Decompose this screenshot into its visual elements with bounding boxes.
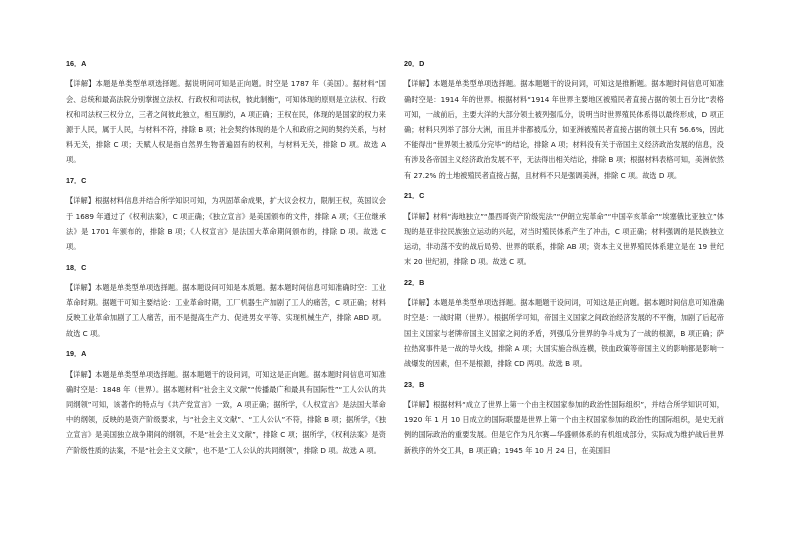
answer-number: 17．C [66, 176, 87, 185]
answer-explanation: 【详解】本题是单类型单项选择题。据说明问可知是正向题。时空是 1787 年（美国）。据材料“国会、总统和最高法院分别掌握立法权、行政权和司法权，彼此制衡”，可知体现的原则是立法权、行政权和司法权三权分立，三者之间彼此独立，相互制约，A 项正确；王权在民，体现的是国家的权力来源于人民，属于人民，与材料不符，排除 B 项；社会契约体现的是个人和政府之间的契约关系，与材料无关，排除 C 项；天赋人权是指自然界生物普遍固有的权利，与材料无关，排除 D 项。故选 A 项。 [66, 79, 386, 165]
answer-explanation: 【详解】材料“海地独立”“墨西哥资产阶级宪法”“伊朗立宪革命”“中国辛亥革命”“埃塞俄比亚独立”体现的是亚非拉民族独立运动的兴起，对当时殖民体系产生了冲击，C 项正确；材料强调的是民族独立运动，非动荡不安的战后局势、世界的联系，排除 AB 项；资本主义世界殖民体系建立是在 19 世纪末 20 世纪初，排除 D 项。故选 C 项。 [404, 211, 724, 267]
answer-explanation: 【详解】本题是单类型单项选择题。据本题题干的设问词，可知这是正向题。据本题时间信息可知准确时空是：1848 年（世界）。据本题材料“社会主义文献”“传播最广和最具有国际性”“工人公认的共同纲领”可知，该著作的特点与《共产党宣言》一致，A 项正确；据所学，《人权宣言》是法国大革命中的纲领，反映的是资产阶级要求，与“社会主义文献”、“工人公认”不符，排除 B 项；据所学，《独立宣言》是美国独立战争期间的纲领，不是“社会主义文献”，排除 C 项；据所学，《权利法案》是资产阶级性质的法案，不是“社会主义文献”，也不是“工人公认的共同纲领”，排除 D 项。故选 A 项。 [66, 369, 386, 455]
answer-number: 16．A [66, 59, 87, 68]
answer-explanation: 【详解】本题是单类型单项选择题。据本题设问可知是本质题。据本题时间信息可知准确时空：工业革命时期。据题干可知主要结论：工业革命时期，工厂机器生产加剧了工人的痛苦，C 项正确；材料反映工业革命加剧了工人痛苦，而不是提高生产力、促进男女平等、实现机械生产，排除 ABD 项。故选 C 项。 [66, 282, 386, 338]
right-column [404, 58, 724, 465]
answer-number: 20．D [404, 59, 425, 68]
answer-number: 23．B [404, 379, 425, 389]
answer-explanation: 【详解】本题是单类型单项选择题。据本题题干的设问词，可知这是推断题。据本题时间信息可知准确时空是：1914 年的世界。根据材料“1914 年世界主要地区被殖民者直接占据的领土百分比”表格可知，一战前后，主要大洋的大部分领土被列强瓜分，说明当时世界殖民体系得以最终形成，D 项正确；材料只列举了部分大洲，而且并非都被瓜分，如亚洲被殖民者直接占据的领土只有 56.6%，因此不能得出“世界领土被瓜分完毕”的结论，排除 A 项；材料没有关于帝国主义经济政治发展的信息，没有涉及各帝国主义经济政治发展不平，无法得出相关结论，排除 B 项；根据材料表格可知，美洲依然有 27.2% 的土地被殖民者直接占据，且材料不只是强调美洲，排除 C 项。故选 D 项。 [404, 79, 724, 180]
left-column [66, 58, 386, 465]
answer-number: 19．A [66, 349, 87, 359]
answer-explanation: 【详解】根据材料“成立了世界上第一个由主权国家参加的政治性国际组织”，并结合所学知识可知，1920 年 1 月 10 日成立的国际联盟是世界上第一个由主权国家参加的政治性的国际组织，是史无前例的国际政治的重要发展。但是它作为凡尔赛—华盛顿体系的有机组成部分，实际成为维护战后世界新秩序的外交工具，B 项正确；1945 年 10 月 24 日，在美国旧 [404, 399, 724, 455]
answer-explanation: 【详解】本题是单类型单项选择题。据本题题干设问词，可知这是正向题。据本题时间信息可知准确时空是：一战时期（世界）。根据所学可知，帝国主义国家之间政治经济发展的不平衡，加剧了后起帝国主义国家与老牌帝国主义国家之间的矛盾，列强瓜分世界的争斗成为了一战的根源，B 项正确；萨拉热窝事件是一战的导火线，排除 A 项；大国实施合纵连横，铁血政策等帝国主义的影响都是影响一战爆发的因素，但不是根源，排除 CD 两项。故选 B 项。 [404, 298, 724, 368]
answer-number: 21．C [404, 191, 425, 201]
answer-number: 22．B [404, 277, 425, 287]
answer-explanation: 【详解】根据材料信息并结合所学知识可知，为巩固革命成果，扩大议会权力，限制王权，英国议会于 1689 年通过了《权利法案》，C 项正确；《独立宣言》是美国颁布的文件，排除 A 项；《王位继承法》是 1701 年颁布的，排除 B 项；《人权宣言》是法国大革命期间颁布的，排除 D 项。故选 C 项。 [66, 196, 386, 251]
answer-number: 18．C [66, 262, 87, 272]
